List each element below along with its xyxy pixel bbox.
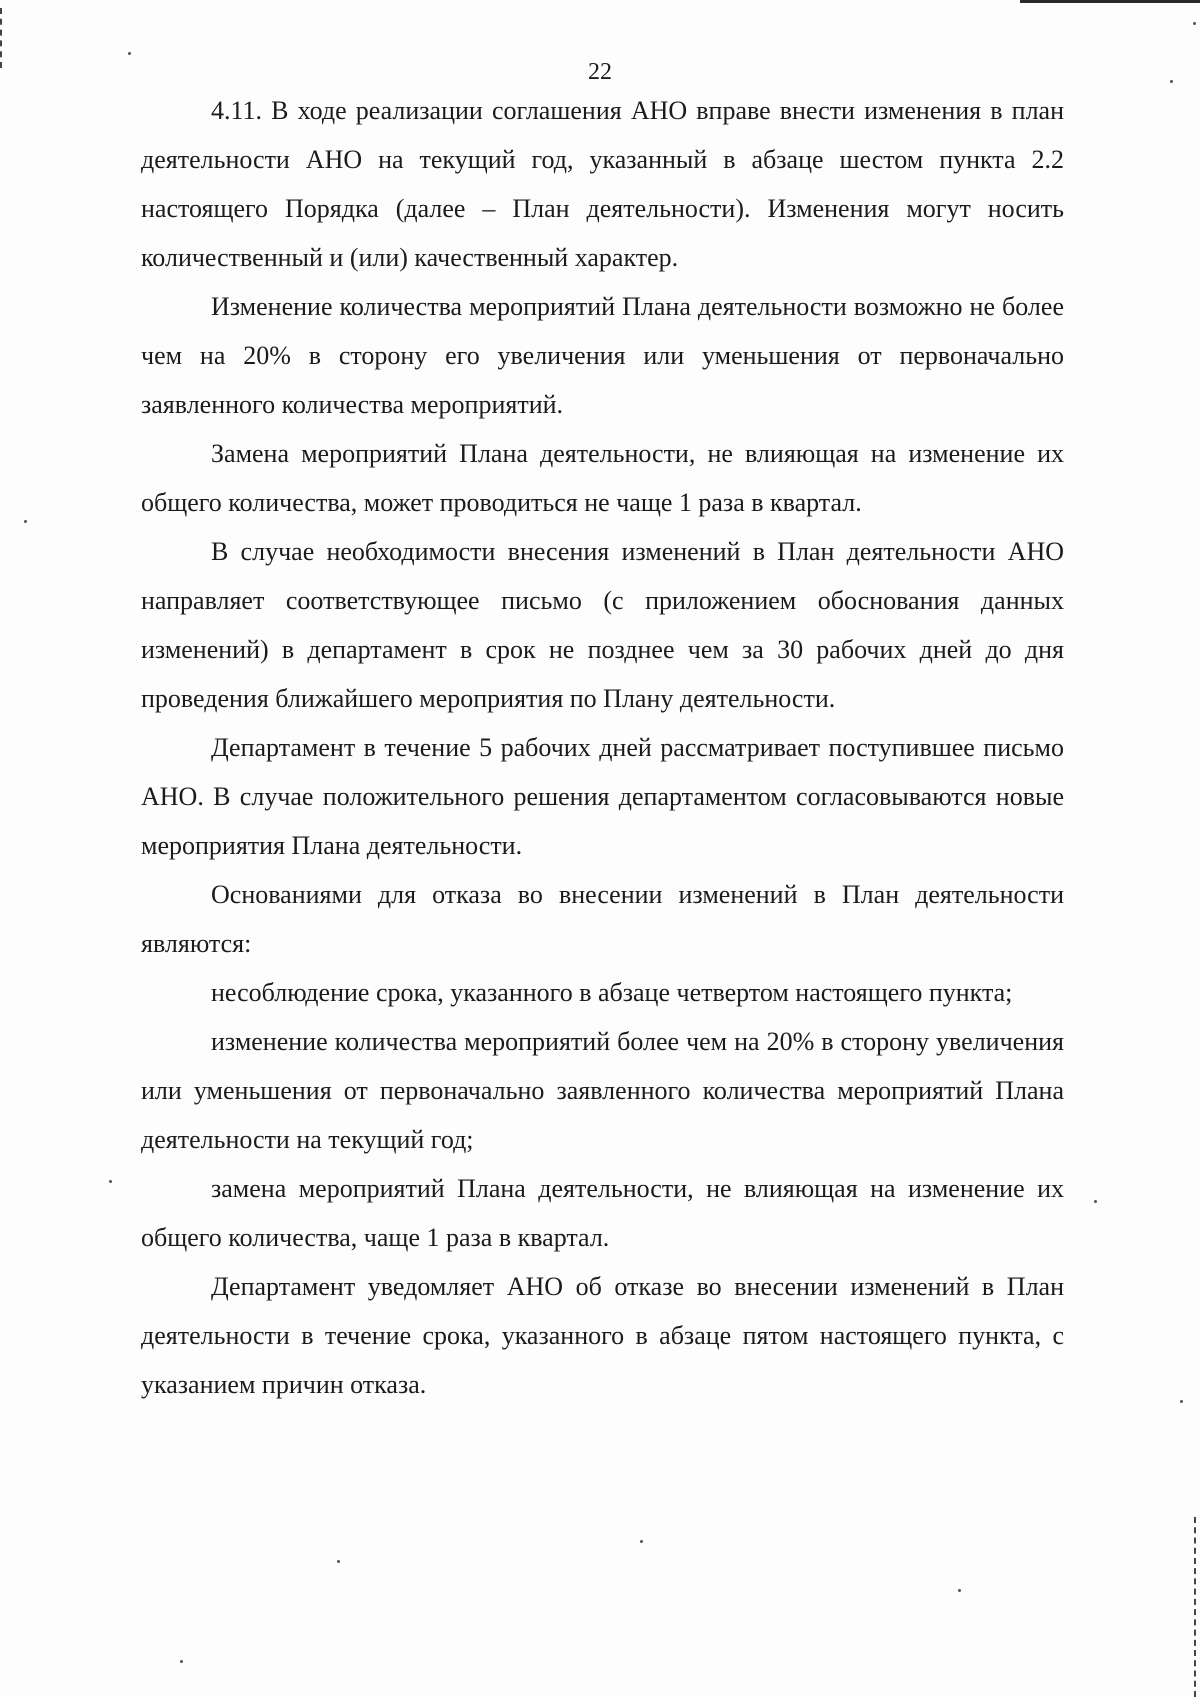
scan-speck: [128, 52, 131, 55]
scan-speck: [1094, 1200, 1097, 1203]
paragraph-letter-submission: В случае необходимости внесения изменений в План деятельности АНО направляет соответствующее письмо (с приложением обоснования данных изменений) в департамент в срок не позднее чем за 30 рабочих дней до дня проведения ближайшего мероприятия по Плану деятельности.: [141, 537, 1064, 713]
paragraph-replacement: Замена мероприятий Плана деятельности, не влияющая на изменение их общего количества, может проводиться не чаще 1 раза в квартал.: [141, 439, 1064, 517]
scan-speck: [1180, 1400, 1183, 1403]
page-number: 22: [588, 59, 612, 85]
list-item-deadline: несоблюдение срока, указанного в абзаце четвертом настоящего пункта;: [211, 978, 1013, 1007]
scan-speck: [109, 1180, 112, 1183]
paragraph-department-review: Департамент в течение 5 рабочих дней рассматривает поступившее письмо АНО. В случае положительного решения департаментом согласовываются новые мероприятия Плана деятельности.: [141, 733, 1064, 860]
paragraph-refusal-grounds: Основаниями для отказа во внесении изменений в План деятельности являются:: [141, 880, 1064, 958]
scan-speck: [1193, 22, 1196, 25]
scan-edge-mark: [1194, 1517, 1198, 1697]
scan-speck: [958, 1589, 961, 1592]
paragraph-4-11: 4.11. В ходе реализации соглашения АНО вправе внести изменения в план деятельности АНО на текущий год, указанный в абзаце шестом пункта 2.2 настоящего Порядка (далее – План деятельности). Изменения могут носить количественный и (или) качественный характер.: [141, 96, 1064, 272]
paragraph-notification: Департамент уведомляет АНО об отказе во внесении изменений в План деятельности в течение срока, указанного в абзаце пятом настоящего пункта, с указанием причин отказа.: [141, 1272, 1064, 1399]
scan-speck: [640, 1540, 643, 1543]
scan-speck: [180, 1660, 183, 1663]
paragraph-quantity-change: Изменение количества мероприятий Плана деятельности возможно не более чем на 20% в сторону его увеличения или уменьшения от первоначально заявленного количества мероприятий.: [141, 292, 1064, 419]
scan-speck: [24, 520, 27, 523]
scan-speck: [337, 1560, 340, 1563]
list-item-quantity: изменение количества мероприятий более чем на 20% в сторону увеличения или уменьшения от первоначально заявленного количества мероприятий Плана деятельности на текущий год;: [141, 1027, 1064, 1154]
list-item-replacement-frequency: замена мероприятий Плана деятельности, не влияющая на изменение их общего количества, чаще 1 раза в квартал.: [141, 1174, 1064, 1252]
scan-edge-mark: [1020, 0, 1200, 3]
document-body: [141, 86, 1064, 1409]
scan-speck: [1170, 80, 1173, 83]
